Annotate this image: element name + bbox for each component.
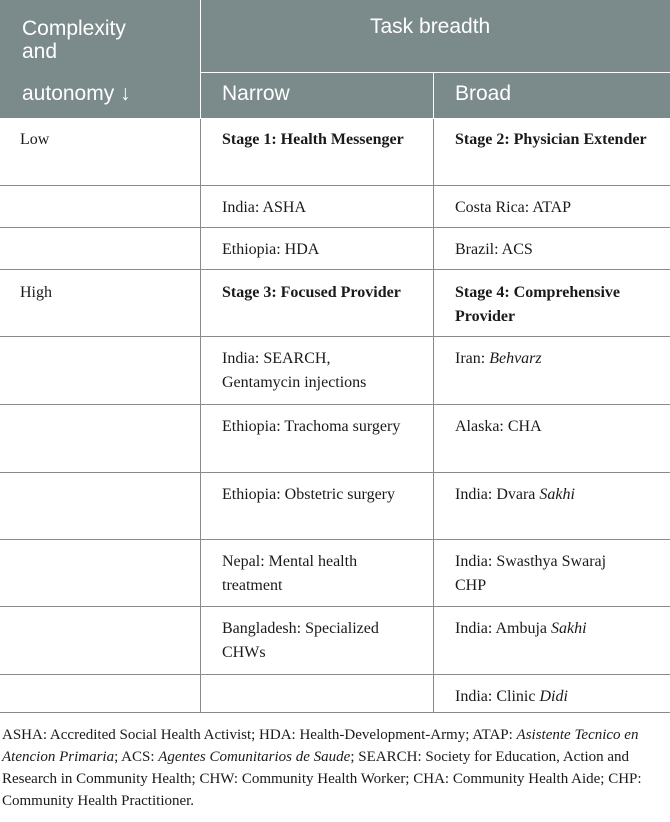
narrow-cell: Stage 1: Health Messenger <box>222 131 404 148</box>
header-autonomy: autonomy ↓ <box>22 82 131 105</box>
narrow-cell: India: ASHA <box>222 199 306 216</box>
header-broad: Broad <box>455 82 512 105</box>
header-narrow: Narrow <box>222 82 290 105</box>
header-divider <box>200 72 670 73</box>
broad-cell: Iran: Behvarz <box>455 350 542 367</box>
broad-cell: India: Clinic Didi <box>455 688 568 705</box>
header-complexity: Complexity <box>22 17 126 40</box>
broad-cell: Stage 2: Physician Extender <box>455 131 647 148</box>
level-cell: Low <box>20 131 50 148</box>
table-header <box>0 0 670 118</box>
broad-cell: Brazil: ACS <box>455 241 533 258</box>
broad-cell: Stage 4: Comprehensive Provider <box>455 284 621 325</box>
table-footnote: ASHA: Accredited Social Health Activist; HDA: Health-Development-Army; ATAP: Asistente Tecnico en Atencion Primaria; ACS: Agentes Comunitarios de Saude; SEARCH: Society for Education, Action and Research in Community Health; CHW: Community Health Worker; CHA: Community Health Aide; CHP: Community Health Practitioner. <box>2 727 642 809</box>
table-row <box>0 540 670 607</box>
header-divider <box>200 0 201 118</box>
broad-cell: India: Ambuja Sakhi <box>455 620 587 637</box>
narrow-cell: India: SEARCH, Gentamycin injections <box>222 350 367 391</box>
header-divider <box>433 72 434 118</box>
narrow-cell: Bangladesh: Specialized CHWs <box>222 620 379 661</box>
narrow-cell: Nepal: Mental health treatment <box>222 553 358 594</box>
table-row <box>0 473 670 540</box>
table-row <box>0 228 670 270</box>
table-row <box>0 405 670 473</box>
level-cell: High <box>20 284 52 301</box>
table-row <box>0 607 670 675</box>
broad-cell: India: Dvara Sakhi <box>455 486 575 503</box>
table-row <box>0 675 670 713</box>
narrow-cell: Ethiopia: Trachoma surgery <box>222 418 401 435</box>
broad-cell: Alaska: CHA <box>455 418 542 435</box>
column-divider <box>200 119 201 712</box>
header-and: and <box>22 40 58 63</box>
narrow-cell: Ethiopia: HDA <box>222 241 320 258</box>
table-row <box>0 119 670 186</box>
broad-cell: Costa Rica: ATAP <box>455 199 572 216</box>
narrow-cell: Stage 3: Focused Provider <box>222 284 401 301</box>
broad-cell: India: Swasthya Swaraj CHP <box>455 553 607 594</box>
table-row <box>0 186 670 228</box>
table-row <box>0 337 670 405</box>
header-task-breadth: Task breadth <box>370 15 491 38</box>
table-row <box>0 270 670 337</box>
narrow-cell: Ethiopia: Obstetric surgery <box>222 486 395 503</box>
column-divider <box>433 119 434 712</box>
